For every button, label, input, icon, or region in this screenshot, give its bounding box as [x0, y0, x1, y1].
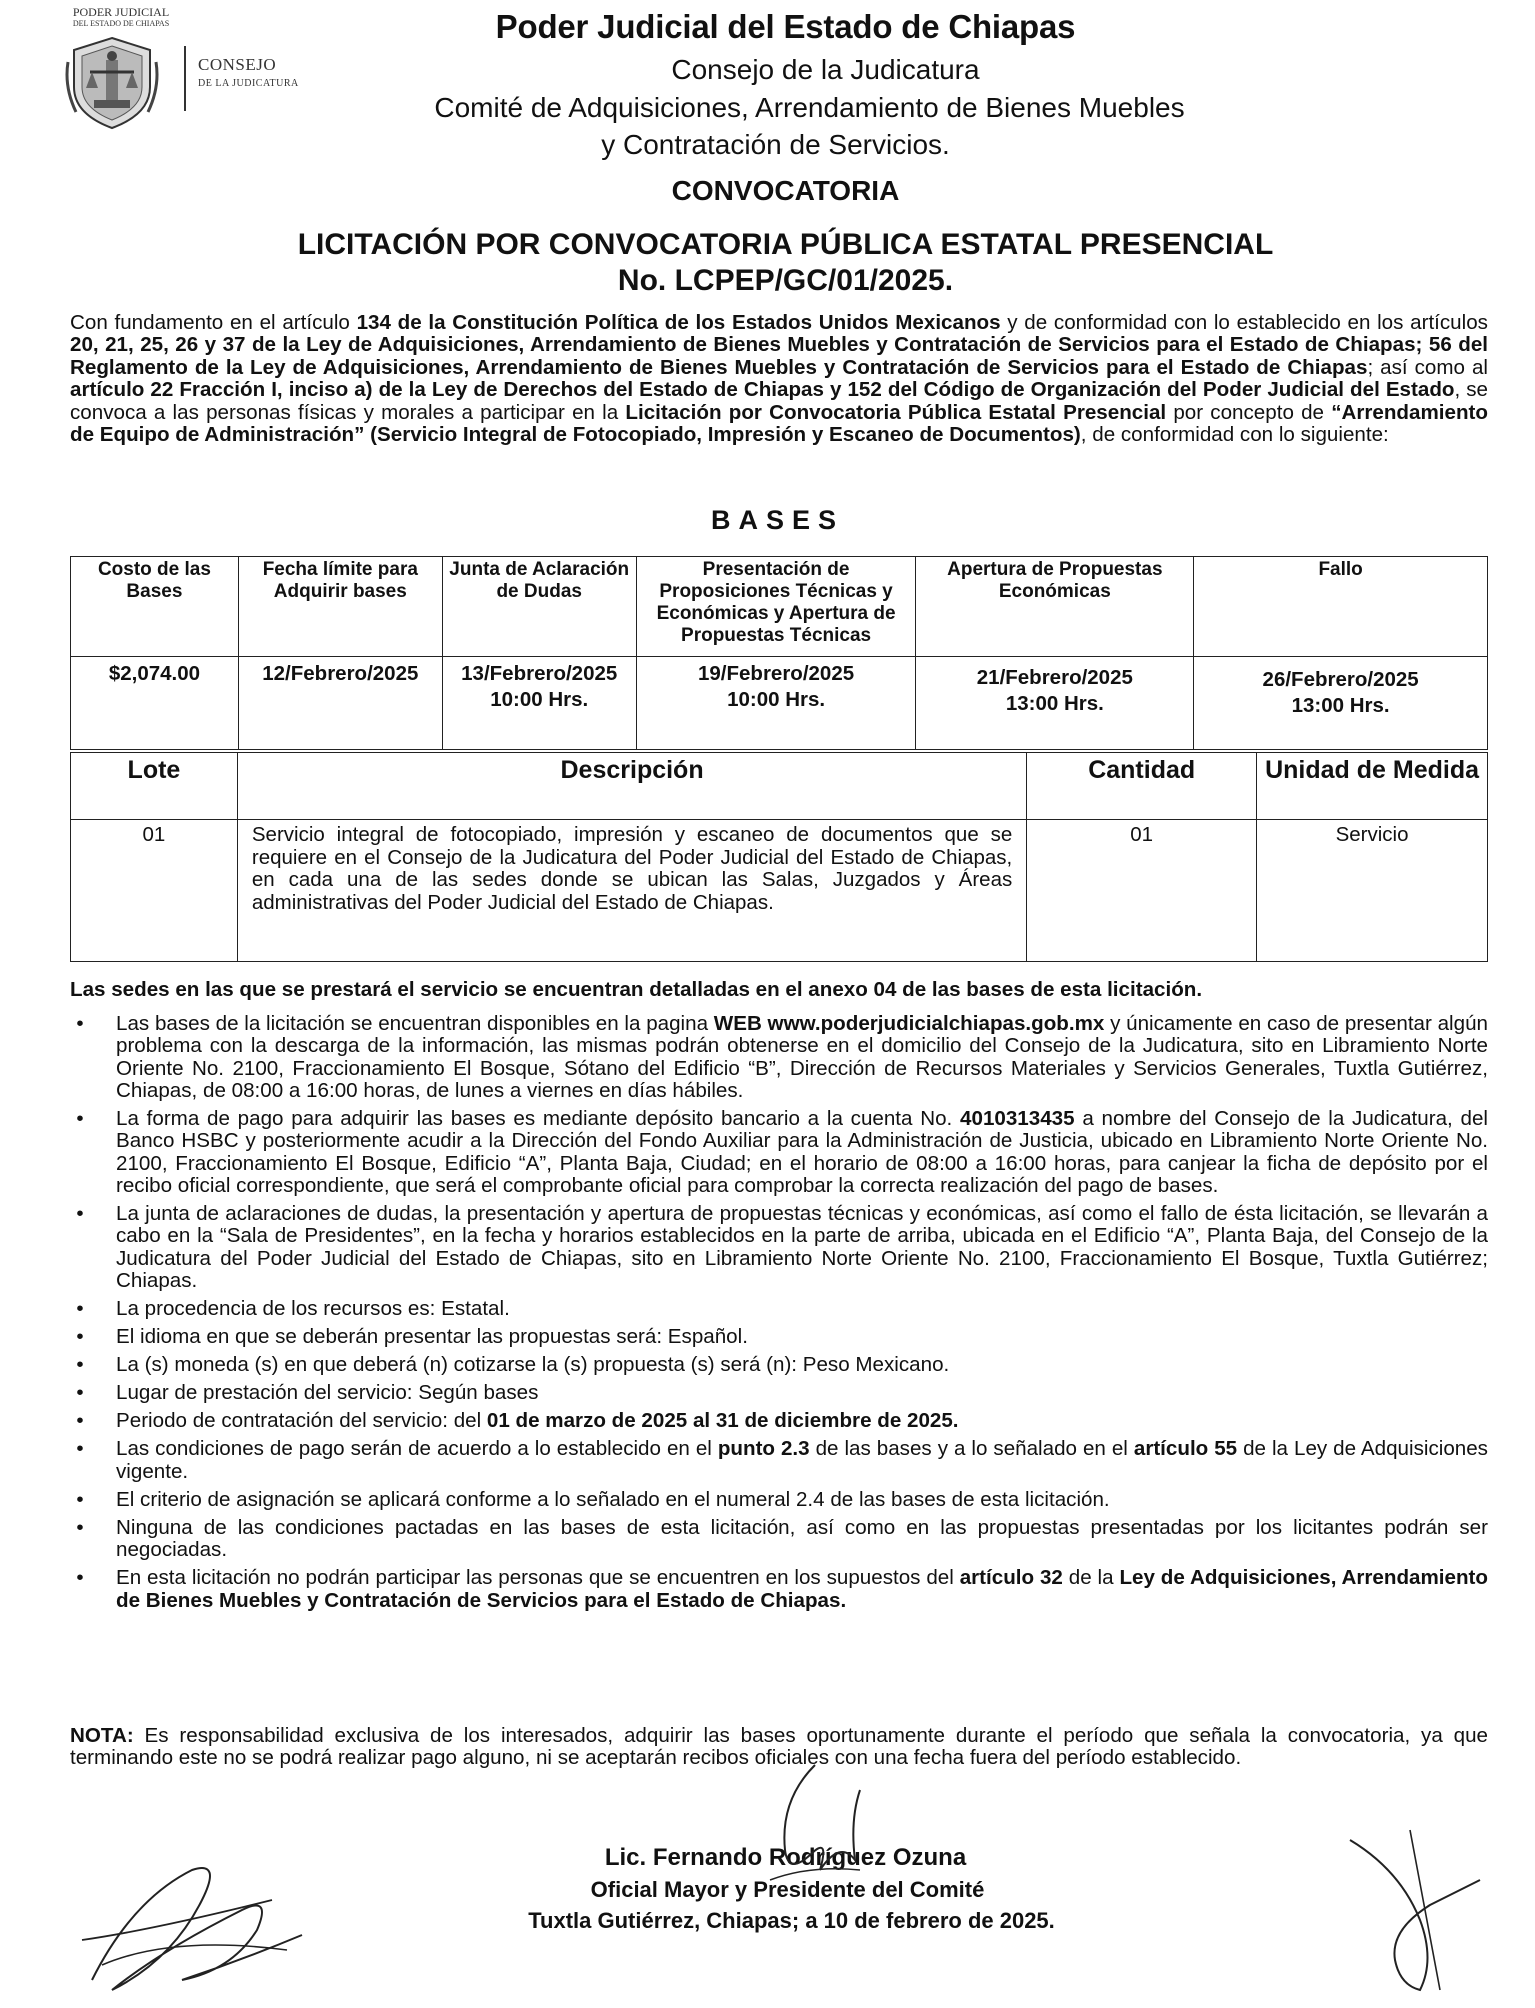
- list-item: [70, 1410, 1488, 1432]
- header-fecha-limite: Fecha límite para Adquirir bases: [238, 557, 442, 657]
- cell-costo: [71, 657, 239, 750]
- cell-apertura: [916, 657, 1194, 750]
- table-row: [71, 820, 1488, 962]
- list-item: [70, 1108, 1488, 1197]
- intro-bold: “Arrendamiento de Equipo de Administración” (Servicio Integral de Fotocopiado, Impresión y Escaneo de Documentos): [70, 400, 1488, 447]
- cell-unidad: Servicio: [1257, 820, 1488, 962]
- place-date: Tuxtla Gutiérrez, Chiapas; a 10 de febrero de 2025.: [528, 1908, 1055, 1933]
- header-apertura: Apertura de Propuestas Económicas: [916, 557, 1194, 657]
- item-text: La junta de aclaraciones de dudas, la presentación y apertura de propuestas técnicas y económicas, así como el fallo de ésta licitación, se llevarán a cabo en la “Sala de Presidentes”, en la fecha y horarios establecidos en la parte de arriba, ubicada en el Edificio “A”, Planta Baja, del Consejo de la Judicatura del Poder Judicial del Estado de Chiapas, sito en Libramiento Norte Oriente No. 2100, Fraccionamiento El Bosque, Tuxtla Gutiérrez; Chiapas.: [116, 1201, 1488, 1292]
- cell-time: 10:00 Hrs.: [490, 688, 589, 711]
- item-bold: Ley de Adquisiciones, Arrendamiento de Bienes Muebles y Contratación de Servicios para el Estado de Chiapas.: [116, 1566, 1488, 1612]
- bullet-icon: •: [76, 1437, 84, 1461]
- cell-presentacion: [636, 657, 916, 750]
- cell-value: 12/Febrero/2025: [262, 662, 419, 685]
- item-text: de la Ley de Adquisiciones vigente.: [116, 1437, 1488, 1483]
- subtitle-consejo: Consejo de la Judicatura: [671, 54, 980, 85]
- contract-period: 01 de marzo de 2025 al 31 de diciembre de 2025.: [486, 1409, 959, 1433]
- intro-bold: 20, 21, 25, 26 y 37 de la Ley de Adquisiciones, Arrendamiento de Bienes Muebles y Contratación de Servicios para el Estado de Chiapas; 56 del Reglamento de la Ley de Adquisiciones, Arrendamiento de Bienes Muebles y Contratación de Servicios para el Estado de Chiapas: [70, 333, 1488, 379]
- item-text: El idioma en que se deberán presentar las propuestas será: Español.: [116, 1325, 748, 1349]
- logo-judicatura-text: DE LA JUDICATURA: [198, 78, 299, 89]
- bases-heading: BASES: [710, 505, 845, 535]
- cell-fallo: [1194, 657, 1488, 750]
- list-item: [70, 1326, 1488, 1348]
- cell-date: 19/Febrero/2025: [698, 662, 855, 685]
- list-item: [70, 1298, 1488, 1320]
- intro-text: Con fundamento en el artículo: [70, 311, 357, 334]
- item-text: Las bases de la licitación se encuentran disponibles en la pagina: [116, 1012, 714, 1035]
- list-item: [70, 1382, 1488, 1404]
- list-item: [70, 1013, 1488, 1102]
- bullet-icon: •: [76, 1325, 84, 1349]
- bullet-icon: •: [76, 1106, 84, 1130]
- nota-paragraph: [70, 1725, 1488, 1770]
- header-presentacion: Presentación de Proposiciones Técnicas y Económicas y Apertura de Propuestas Técnicas: [636, 557, 916, 657]
- bullet-icon: •: [76, 1296, 84, 1320]
- licitacion-number: No. LCPEP/GC/01/2025.: [617, 264, 954, 297]
- intro-bold: artículo 22 Fracción I, inciso a) de la Ley de Derechos del Estado de Chiapas y 152 del Código de Organización del Poder Judicial del Estado: [70, 378, 1455, 402]
- convocatoria-heading: CONVOCATORIA: [671, 175, 900, 206]
- account-number: 4010313435: [960, 1106, 1075, 1130]
- header-lote: Lote: [71, 753, 238, 820]
- right-signature-icon: [1340, 1810, 1490, 2000]
- cell-descripcion: Servicio integral de fotocopiado, impresión y escaneo de documentos que se requiere en el Consejo de la Judicatura del Poder Judicial del Estado de Chiapas, en cada una de las sedes donde se ubican las Salas, Juzgados y Áreas administrativas del Poder Judicial del Estado de Chiapas.: [237, 820, 1026, 962]
- item-text: La (s) moneda (s) en que deberá (n) cotizarse la (s) propuesta (s) será (n): Peso Mexicano.: [116, 1353, 950, 1377]
- item-text: El criterio de asignación se aplicará conforme a lo señalado en el numeral 2.4 de las bases de esta licitación.: [116, 1487, 1110, 1511]
- header-costo: Costo de las Bases: [71, 557, 239, 657]
- item-text: Las condiciones de pago serán de acuerdo a lo establecido en el: [116, 1437, 718, 1461]
- item-bold: punto 2.3: [717, 1437, 810, 1461]
- header-cantidad: Cantidad: [1027, 753, 1257, 820]
- lote-table: [70, 752, 1488, 962]
- nota-text: Es responsabilidad exclusiva de los interesados, adquirir las bases oportunamente durante el período que señala la convocatoria, ya que terminando este no se podrá realizar pago alguno, ni se aceptarán recibos oficiales con una fecha fuera del período establecido.: [70, 1724, 1488, 1770]
- item-text: a nombre del Consejo de la Judicatura, del Banco HSBC y posteriormente acudir a la Dirección del Fondo Auxiliar para la Administración de Justicia, ubicado en Libramiento Norte Oriente No. 2100, Fraccionamiento El Bosque, Edificio “A”, Planta Baja, Ciudad; en el horario de 08:00 a 16:00 horas, para canjear la ficha de depósito por el recibo oficial correspondiente, que será el comprobante oficial para comprobar la correcta realización del pago de bases.: [116, 1106, 1488, 1197]
- item-bold: artículo 55: [1133, 1437, 1238, 1461]
- intro-text: , de conformidad con lo siguiente:: [1080, 423, 1389, 447]
- bullet-icon: •: [76, 1566, 84, 1590]
- bases-schedule-table: [70, 556, 1488, 750]
- cell-time: 13:00 Hrs.: [1291, 694, 1390, 717]
- intro-bold: 134 de la Constitución Política de los Estados Unidos Mexicanos: [356, 311, 1001, 334]
- signatory-name: Lic. Fernando Rodríguez Ozuna: [604, 1844, 967, 1871]
- intro-text: y de conformidad con lo establecido en los artículos: [1000, 311, 1488, 334]
- cell-date: 13/Febrero/2025: [461, 662, 618, 685]
- intro-text: por concepto de: [1166, 400, 1332, 424]
- subtitle-comite: Comité de Adquisiciones, Arrendamiento de Bienes Muebles: [434, 92, 1185, 123]
- intro-text: , se convoca a las personas físicas y morales a participar en la: [70, 378, 1488, 424]
- intro-bold: Licitación por Convocatoria Pública Estatal Presencial: [625, 400, 1167, 424]
- cell-junta: [442, 657, 636, 750]
- bullet-icon: •: [76, 1515, 84, 1539]
- item-bold: artículo 32: [959, 1566, 1063, 1590]
- bullet-icon: •: [76, 1201, 84, 1225]
- cell-value: $2,074.00: [108, 662, 201, 685]
- bullet-icon: •: [76, 1012, 84, 1035]
- cell-date: 21/Febrero/2025: [976, 666, 1133, 689]
- page-title: Poder Judicial del Estado de Chiapas: [495, 8, 1076, 45]
- header-descripcion: Descripción: [237, 753, 1026, 820]
- item-text: La procedencia de los recursos es: Estatal.: [116, 1296, 510, 1320]
- item-text: de la: [1062, 1566, 1120, 1590]
- signatory-position: Oficial Mayor y Presidente del Comité: [590, 1877, 985, 1902]
- bullet-icon: •: [76, 1353, 84, 1377]
- item-text: Lugar de prestación del servicio: Según bases: [116, 1381, 539, 1405]
- item-text: Periodo de contratación del servicio: del: [116, 1409, 487, 1433]
- cell-fecha-limite: [238, 657, 442, 750]
- table-row: [71, 657, 1488, 750]
- logo-consejo-text: CONSEJO: [198, 55, 277, 74]
- item-text: La forma de pago para adquirir las bases es mediante depósito bancario a la cuenta No.: [116, 1106, 961, 1130]
- cell-time: 13:00 Hrs.: [1005, 692, 1104, 715]
- logo-title-line1: PODER JUDICIAL: [72, 5, 170, 19]
- item-text: En esta licitación no podrán participar las personas que se encuentren en los supuestos del: [116, 1566, 960, 1590]
- subtitle-contratacion: y Contratación de Servicios.: [601, 129, 950, 160]
- item-text: de las bases y a lo señalado en el: [809, 1437, 1134, 1461]
- list-item: [70, 1489, 1488, 1511]
- sedes-note: Las sedes en las que se prestará el servicio se encuentran detalladas en el anexo 04 de las bases de esta licitación.: [70, 978, 1203, 1001]
- bullet-icon: •: [76, 1381, 84, 1405]
- logo-title-line2: DEL ESTADO DE CHIAPAS: [72, 19, 170, 28]
- table-header-row: [71, 557, 1488, 657]
- list-item: [70, 1354, 1488, 1376]
- cell-lote: 01: [71, 820, 238, 962]
- list-item: [70, 1203, 1488, 1292]
- website-link[interactable]: WEB www.poderjudicialchiapas.gob.mx: [713, 1012, 1105, 1035]
- intro-paragraph: [70, 312, 1488, 446]
- header-junta: Junta de Aclaración de Dudas: [442, 557, 636, 657]
- cell-date: 26/Febrero/2025: [1262, 668, 1419, 691]
- bullet-icon: •: [76, 1487, 84, 1511]
- conditions-list: [70, 1013, 1488, 1618]
- licitacion-heading: LICITACIÓN POR CONVOCATORIA PÚBLICA ESTATAL PRESENCIAL: [297, 228, 1274, 261]
- item-text: y únicamente en caso de presentar algún problema con la descarga de la información, las mismas podrán obtenerse en el domicilio del Consejo de la Judicatura, sito en Libramiento Norte Oriente No. 2100, Fraccionamiento El Bosque, Sótano del Edificio “B”, Dirección de Recursos Materiales y Servicios Generales, Tuxtla Gutiérrez, Chiapas, de 08:00 a 16:00 horas, de lunes a viernes en días hábiles.: [116, 1012, 1488, 1102]
- header-unidad: Unidad de Medida: [1257, 753, 1488, 820]
- item-text: Ninguna de las condiciones pactadas en las bases de esta licitación, así como en las propuestas presentadas por los licitantes podrán ser negociadas.: [116, 1515, 1488, 1562]
- list-item: [70, 1517, 1488, 1562]
- list-item: [70, 1567, 1488, 1612]
- bullet-icon: •: [76, 1409, 84, 1433]
- nota-label: NOTA:: [70, 1724, 134, 1747]
- header-fallo: Fallo: [1194, 557, 1488, 657]
- cell-cantidad: 01: [1027, 820, 1257, 962]
- intro-text: ; así como al: [1367, 355, 1489, 379]
- cell-time: 10:00 Hrs.: [727, 688, 826, 711]
- table-header-row: [71, 753, 1488, 820]
- list-item: [70, 1438, 1488, 1483]
